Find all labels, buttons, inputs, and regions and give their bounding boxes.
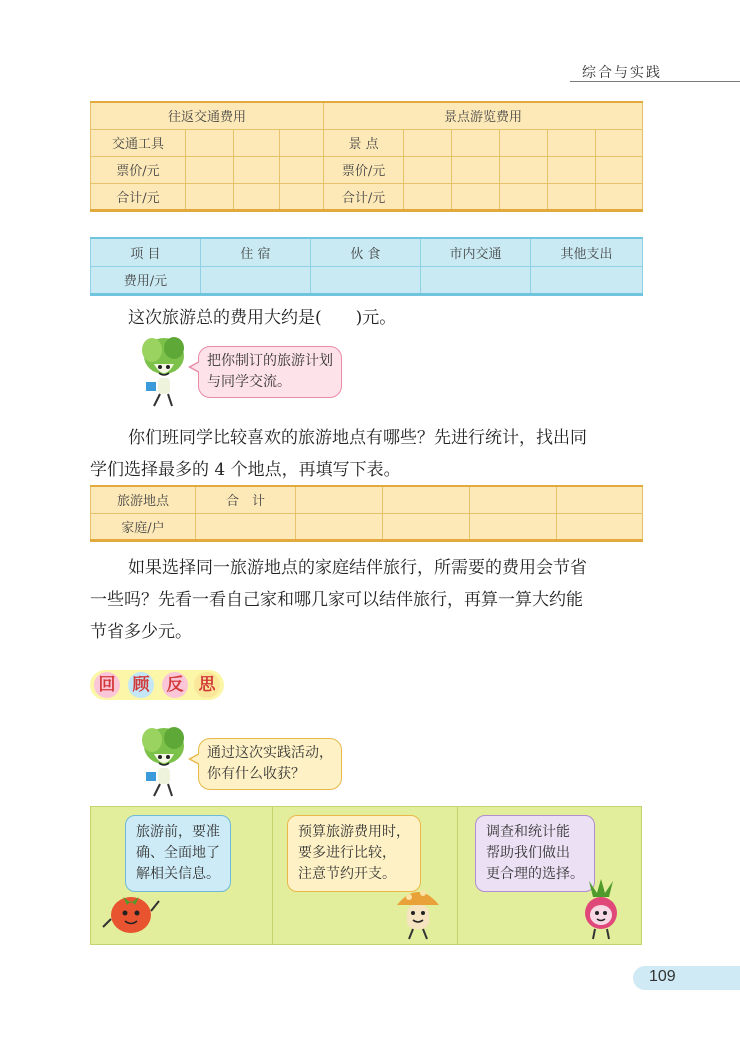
header-other: 其他支出: [531, 238, 643, 266]
bubble-line: 与同学交流。: [207, 374, 291, 390]
table-cell[interactable]: [470, 513, 557, 540]
table-cell[interactable]: [557, 486, 643, 513]
note-line: 注意节约开支。: [298, 866, 396, 882]
table-cell[interactable]: [500, 156, 548, 183]
note-line: 旅游前，要准: [136, 824, 220, 840]
table-cell[interactable]: [201, 266, 311, 294]
row-label-spot: 景 点: [324, 129, 404, 156]
page-number: 109: [649, 968, 676, 985]
survey-paragraph-line1: 你们班同学比较喜欢的旅游地点有哪些？先进行统计，找出同: [128, 428, 587, 448]
bubble-line: 通过这次实践活动，: [207, 745, 333, 761]
title-char: 顾: [128, 672, 154, 698]
question-text-after: )元。: [355, 308, 397, 328]
note-card-yellow: [287, 815, 421, 892]
table-cell[interactable]: [404, 129, 452, 156]
table-cell[interactable]: [596, 129, 643, 156]
table-cell[interactable]: [296, 486, 383, 513]
header-lodging: 住 宿: [201, 238, 311, 266]
title-char: 反: [162, 672, 188, 698]
note-line: 调查和统计能: [486, 824, 570, 840]
table-cell[interactable]: [452, 129, 500, 156]
title-char: 回: [94, 672, 120, 698]
row-label-spot-price: 票价/元: [324, 156, 404, 183]
section-header: [570, 58, 740, 84]
table-cell[interactable]: [470, 486, 557, 513]
row-label-spot-total: 合计/元: [324, 183, 404, 210]
header-meals: 伙 食: [311, 238, 421, 266]
table-cell[interactable]: [186, 129, 234, 156]
note-line: 帮助我们做出: [486, 845, 570, 861]
note-line: 预算旅游费用时，: [298, 824, 410, 840]
table-cell[interactable]: [421, 266, 531, 294]
table-cell[interactable]: [383, 486, 470, 513]
table-cell[interactable]: [280, 129, 324, 156]
table-cell[interactable]: [383, 513, 470, 540]
mushroom-mascot-icon: [393, 883, 443, 943]
row-label-total: 合计/元: [91, 183, 186, 210]
table-cell[interactable]: [548, 183, 596, 210]
row-label-transport-mode: 交通工具: [91, 129, 186, 156]
header-transport: 往返交通费用: [91, 102, 324, 129]
note-line: 解相关信息。: [136, 866, 220, 882]
row-label-place: 旅游地点: [91, 486, 196, 513]
expense-table: [90, 237, 643, 296]
row-label-households: 家庭/户: [91, 513, 196, 540]
table-cell[interactable]: [196, 513, 296, 540]
survey-paragraph-line2: 学们选择最多的 4 个地点，再填写下表。: [90, 460, 401, 480]
speech-bubble-reflect: [198, 738, 342, 790]
table-cell[interactable]: [548, 156, 596, 183]
panel-divider: [457, 807, 458, 944]
table-cell[interactable]: [234, 156, 280, 183]
title-char: 思: [194, 672, 220, 698]
transport-sightseeing-table: [90, 101, 643, 212]
review-section-title: [90, 668, 230, 702]
table-cell[interactable]: [548, 129, 596, 156]
note-line: 要多进行比较，: [298, 845, 396, 861]
table-cell[interactable]: [500, 183, 548, 210]
table-cell[interactable]: [234, 183, 280, 210]
table-cell[interactable]: [280, 183, 324, 210]
table-cell[interactable]: [280, 156, 324, 183]
radish-mascot-icon: [573, 879, 629, 941]
header-sightseeing: 景点游览费用: [324, 102, 643, 129]
table-cell[interactable]: [234, 129, 280, 156]
table-cell[interactable]: [311, 266, 421, 294]
table-cell[interactable]: [531, 266, 643, 294]
section-title-text: 综合与实践: [582, 65, 662, 81]
group-paragraph-line1: 如果选择同一旅游地点的家庭结伴旅行，所需要的费用会节省: [128, 558, 587, 578]
question-text-before: 这次旅游总的费用大约是(: [128, 308, 322, 328]
note-card-blue: [125, 815, 231, 892]
table-cell[interactable]: [452, 156, 500, 183]
table-cell[interactable]: [186, 156, 234, 183]
table-cell[interactable]: [404, 183, 452, 210]
table-cell[interactable]: [596, 183, 643, 210]
bubble-line: 你有什么收获？: [207, 766, 305, 782]
cabbage-mascot-icon: [132, 334, 194, 410]
group-paragraph-line2: 一些吗？先看一看自己家和哪几家可以结伴旅行，再算一算大约能: [90, 590, 583, 610]
note-line: 确、全面地了: [136, 845, 220, 861]
page-number-tab: [633, 966, 740, 990]
table-cell[interactable]: [186, 183, 234, 210]
answer-blank[interactable]: [322, 308, 356, 328]
reflection-panel: [90, 806, 642, 945]
table-cell[interactable]: [296, 513, 383, 540]
row-label-cost: 费用/元: [91, 266, 201, 294]
panel-divider: [272, 807, 273, 944]
header-total: 合 计: [196, 486, 296, 513]
row-label-ticket-price: 票价/元: [91, 156, 186, 183]
header-item: 项 目: [91, 238, 201, 266]
table-cell[interactable]: [452, 183, 500, 210]
table-cell[interactable]: [404, 156, 452, 183]
table-cell[interactable]: [557, 513, 643, 540]
header-rule: [570, 81, 740, 82]
total-cost-question: [128, 302, 396, 334]
places-table: [90, 485, 643, 542]
speech-bubble-plan: [198, 346, 342, 398]
cabbage-mascot-icon: [132, 724, 194, 800]
bubble-line: 把你制订的旅游计划: [207, 353, 333, 369]
group-paragraph-line3: 节省多少元。: [90, 622, 192, 642]
tomato-mascot-icon: [101, 883, 161, 941]
header-local-transport: 市内交通: [421, 238, 531, 266]
note-line: 更合理的选择。: [486, 866, 584, 882]
table-cell[interactable]: [596, 156, 643, 183]
table-cell[interactable]: [500, 129, 548, 156]
